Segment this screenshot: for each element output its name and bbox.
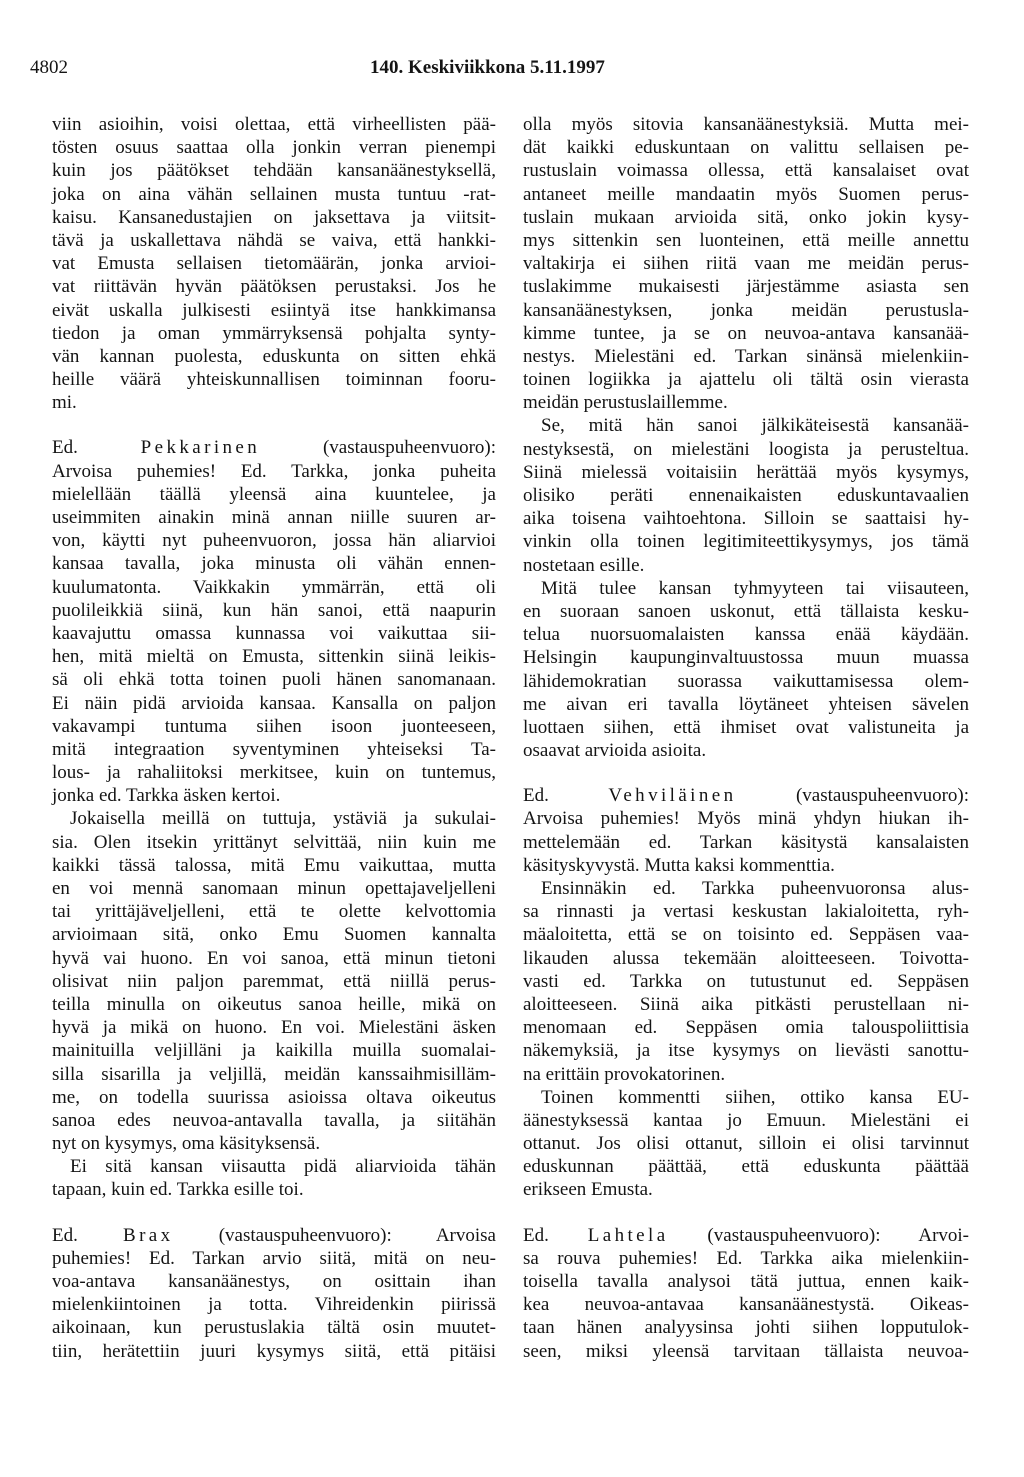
text-line: puhemies! Ed. Tarkan arvio siitä, mitä on neu- [52,1247,496,1269]
speaker-name: Vehviläinen [608,785,737,807]
text-line: sa rouva puhemies! Ed. Tarkka aika mielenkiin- [523,1247,969,1269]
text-line: eivät uskalla julkisesti esiintyä itse hankkimansa [52,299,496,321]
text-line: useimmiten ainakin minä annan niille suuren ar- [52,507,496,528]
text-line: menomaan ed. Seppäsen omia talouspoliittisia [523,1017,969,1039]
text-line: Se, mitä hän sanoi jälkikäteisestä kansanää- [541,415,969,437]
page-header [30,56,995,86]
text-line: mettelemään ed. Tarkan käsitystä kansalaisten [523,831,969,853]
text-line: dät kaikki eduskuntaan on valittu sellaisen pe- [523,137,969,159]
text-line: silla sisarilla ja veljillä, meidän kanssaihmisilläm- [52,1063,496,1085]
text-line: aika toisena vaihtoehtona. Silloin se saattaisi hy- [523,508,969,530]
left-column [52,113,496,1363]
text-line: joka on aina vähän sellainen musta tuntuu -rat- [52,183,496,205]
text-line: käsityskyvystä. Mutta kaksi kommenttia. [523,854,835,876]
paragraph-gap [523,762,969,784]
text-line: lous- ja rahaliitoksi merkitsee, kuin on tuntemus, [52,762,496,784]
text-line: sanoa edes neuvoa-antavalla tavalla, ja siitähän [52,1109,496,1131]
text-line: tuslakimme mukaisesti järjestämme asiasta sen [523,276,969,298]
text-line: en suoraan sanoen uskonut, että tällaista kesku- [523,600,969,622]
page-number: 4802 [30,57,68,78]
text-line: me aivan eri tavalla löytäneet yhteisen sävelen [523,693,969,715]
text-line: olisiko peräti ennenaikaisten eduskuntavaalien [523,485,969,506]
text-line: mäaloitetta, että se on toisinto ed. Seppäsen vaa- [523,924,969,946]
text-line: vän kannan puolesta, eduskunta on sitten ehkä [52,345,496,367]
text-line: viin asioihin, voisi olettaa, että virheellisten pää- [52,114,496,135]
text-line: vakavampi tuntuma siihen isoon juonteeseen, [52,715,496,737]
text-line: Ensinnäkin ed. Tarkka puheenvuoronsa alus- [541,878,969,899]
text-line: nyt on kysymys, oma käsityksensä. [52,1133,321,1155]
speaker-line [52,1224,496,1247]
speaker-suffix: (vastauspuheenvuoro): Arvoi- [668,1224,969,1246]
text-line: sa rinnasti ja vertasi keskustan lakialoitetta, ryh- [523,901,969,923]
right-column [523,113,969,1363]
text-line: toinen logiikka ja ajattelu oli tältä osin vierasta [523,369,969,391]
text-line: hen, mitä mieltä on Emusta, sittenkin siinä leikis- [52,646,496,668]
speaker-name: Lahtela [587,1224,669,1246]
text-line: voa-antava kansanäänestys, on osittain ihan [52,1271,496,1292]
text-line: heille väärä yhteiskunnallisen toiminnan fooru- [52,369,496,391]
speaker-prefix: Ed. [523,785,609,807]
text-line: Siinä mielessä voitaisiin herättää myös kysymys, [523,461,969,483]
text-line: kansaa tavalla, joka minusta oli vähän ennen- [52,553,496,575]
speaker-name: Pekkarinen [140,437,261,459]
text-line: jonka ed. Tarkka äsken kertoi. [52,785,281,807]
paragraph-gap [52,1202,496,1224]
text-line: tuslain mukaan arvioida sitä, onko jokin kysy- [523,206,969,228]
text-line: tösten osuus saattaa olla jonkin verran pienempi [52,137,496,159]
text-line: sia. Olen itsekin yrittänyt selvittää, niin kuin me [52,831,496,853]
text-line: nestys. Mielestäni ed. Tarkan sinänsä mielenkiin- [523,345,969,367]
text-line: kaikki tässä talossa, mitä Emu vaikuttaa, mutta [52,854,496,876]
text-line: arvioimaan sitä, onko Emu Suomen kannalta [52,924,496,946]
text-line: sä oli ehkä totta toinen puoli hänen sanomanaan. [52,669,496,691]
text-line: seen, miksi yleensä tarvitaan tällaista neuvoa- [523,1340,969,1362]
speaker-line [523,784,969,807]
text-line: hyvä ja mikä on huono. En voi. Mielestäni äsken [52,1017,496,1039]
text-line: tapaan, kuin ed. Tarkka esille toi. [52,1179,304,1201]
speaker-prefix: Ed. [52,437,141,459]
text-line: mielenkiintoinen ja totta. Vihreidenkin piirissä [52,1294,496,1316]
text-line: meidän perustuslaillemme. [523,392,728,414]
text-line: vinkin olla toinen legitimiteettikysymys, jos tämä [523,531,969,553]
text-line: olla myös sitovia kansanäänestyksiä. Mutta mei- [523,114,969,135]
text-line: Toinen kommentti siihen, ottiko kansa EU- [541,1086,969,1108]
paragraph-gap [523,1202,969,1224]
speaker-suffix: (vastauspuheenvuoro): [260,437,496,459]
text-line: kimme tuntee, ja se on neuvoa-antava kansanää- [523,322,969,344]
text-line: tiedon ja oman ymmärryksensä pohjalta synty- [52,322,496,344]
text-line: äänestyksessä kantaa jo Emuun. Mielestäni ei [523,1109,969,1131]
text-line: mielellään täällä yleensä aina kuuntelee, ja [52,483,496,505]
text-line: likauden alussa tekemään aloitteeseen. Toivotta- [523,947,969,969]
text-line: kea neuvoa-antavaa kansanäänestystä. Oikeas- [523,1294,969,1316]
text-line: Ei sitä kansan viisautta pidä aliarvioida tähän [70,1156,496,1178]
text-line: taan hänen analyysinsa johti siihen lopputulok- [523,1317,969,1339]
text-line: aikoinaan, kun perustuslakia tältä osin muutet- [52,1317,496,1339]
text-line: tiin, herätettiin juuri kysymys siitä, että pitäisi [52,1340,496,1362]
text-line: kaisu. Kansanedustajien on jaksettava ja viitsit- [52,206,496,228]
text-line: olisivat niin paljon paremmat, että niillä perus- [52,970,496,992]
speaker-prefix: Ed. [52,1224,123,1246]
speaker-line [523,1224,969,1247]
speaker-suffix: (vastauspuheenvuoro): [736,785,970,807]
text-line: osaavat arvioida asioita. [523,740,707,762]
text-line: valtakirja ei siihen riitä vaan me meidän perus- [523,253,969,275]
text-line: nestyksestä, on mielestäni loogista ja perusteltua. [523,438,969,460]
speaker-line [52,436,496,459]
text-line: Helsingin kaupunginvaltuustossa muun muassa [523,647,969,669]
text-line: mi. [52,392,77,414]
text-line: kansanäänestyksen, jonka meidän perustusla- [523,299,969,321]
text-line: vat Emusta sellaisen tietomäärän, jonka arvioi- [52,253,496,275]
text-line: kuin jos päätökset tehdään kansanäänestyksellä, [52,160,496,182]
text-line: eduskunnan päättää, että eduskunta päättää [523,1156,969,1178]
text-line: mys sittenkin sen luonteinen, että meille annettu [523,229,969,251]
text-line: vat riittävän hyvän päätöksen perustaksi. Jos he [52,276,496,298]
text-line: hyvä vai huono. En voi sanoa, että minun tietoni [52,947,496,969]
text-line: na erittäin provokatorinen. [523,1063,726,1085]
text-line: rustuslain voimassa ollessa, että kansalaiset ovat [523,160,969,182]
text-line: näkemyksiä, ja itse kysymys on lievästi sanottu- [523,1040,969,1062]
running-head: 140. Keskiviikkona 5.11.1997 [370,57,605,78]
text-line: tai yrittäjäveljelleni, että te olette kelvottomia [52,901,496,923]
text-line: me, on todella suurissa asioissa oltava oikeutus [52,1086,496,1108]
speaker-suffix: (vastauspuheenvuoro): Arvoisa [173,1224,496,1246]
paragraph-gap [52,414,496,436]
text-line: Jokaisella meillä on tuttuja, ystäviä ja sukulai- [70,808,496,830]
text-line: toisella tavalla analysoi tätä juttua, ennen kaik- [523,1271,969,1292]
text-line: en voi mennä sanomaan minun opettajaveljelleni [52,878,496,899]
text-line: luottaen siihen, että ihmiset ovat valistuneita ja [523,716,969,738]
text-line: Arvoisa puhemies! Ed. Tarkka, jonka puheita [52,460,496,482]
speaker-name: Brax [123,1224,174,1246]
text-line: lähidemokratian suorassa vaikuttamisessa olem- [523,670,969,692]
text-line: kaavajuttu omassa kunnassa voi vaikuttaa sii- [52,622,496,644]
text-line: antaneet meille mandaatin myös Suomen perus- [523,183,969,205]
text-line: kuulumatonta. Vaikkakin ymmärrän, että oli [52,576,496,598]
text-line: aloitteeseen. Siinä aika pitkästi perustellaan ni- [523,993,969,1015]
text-line: telua nuorsuomalaisten kanssa enää käydään. [523,624,969,646]
text-line: von, käytti nyt puheenvuoron, jossa hän aliarvioi [52,530,496,552]
text-line: mitä integraation syventyminen yhteiseksi Ta- [52,738,496,760]
text-line: Ei näin pidä arvioida kansaa. Kansalla on paljon [52,692,496,714]
text-line: mainituilla veljilläni ja kaikilla muilla suomalai- [52,1040,496,1062]
text-line: tävä ja uskallettava nähdä se vaiva, että hankki- [52,229,496,251]
text-line: Mitä tulee kansan tyhmyyteen tai viisauteen, [541,577,969,599]
text-line: erikseen Emusta. [523,1179,653,1201]
text-line: ottanut. Jos olisi ottanut, silloin ei olisi tarvinnut [523,1133,969,1155]
text-line: vasti ed. Tarkka on tutustunut ed. Seppäsen [523,970,969,992]
speaker-prefix: Ed. [523,1224,588,1246]
text-line: Arvoisa puhemies! Myös minä yhdyn hiukan ih- [523,808,969,830]
text-line: teilla minulla on oikeutus sanoa heille, mikä on [52,993,496,1015]
text-line: puolileikkiä siinä, kun hän sanoi, että naapurin [52,599,496,621]
text-line: nostetaan esille. [523,554,645,576]
